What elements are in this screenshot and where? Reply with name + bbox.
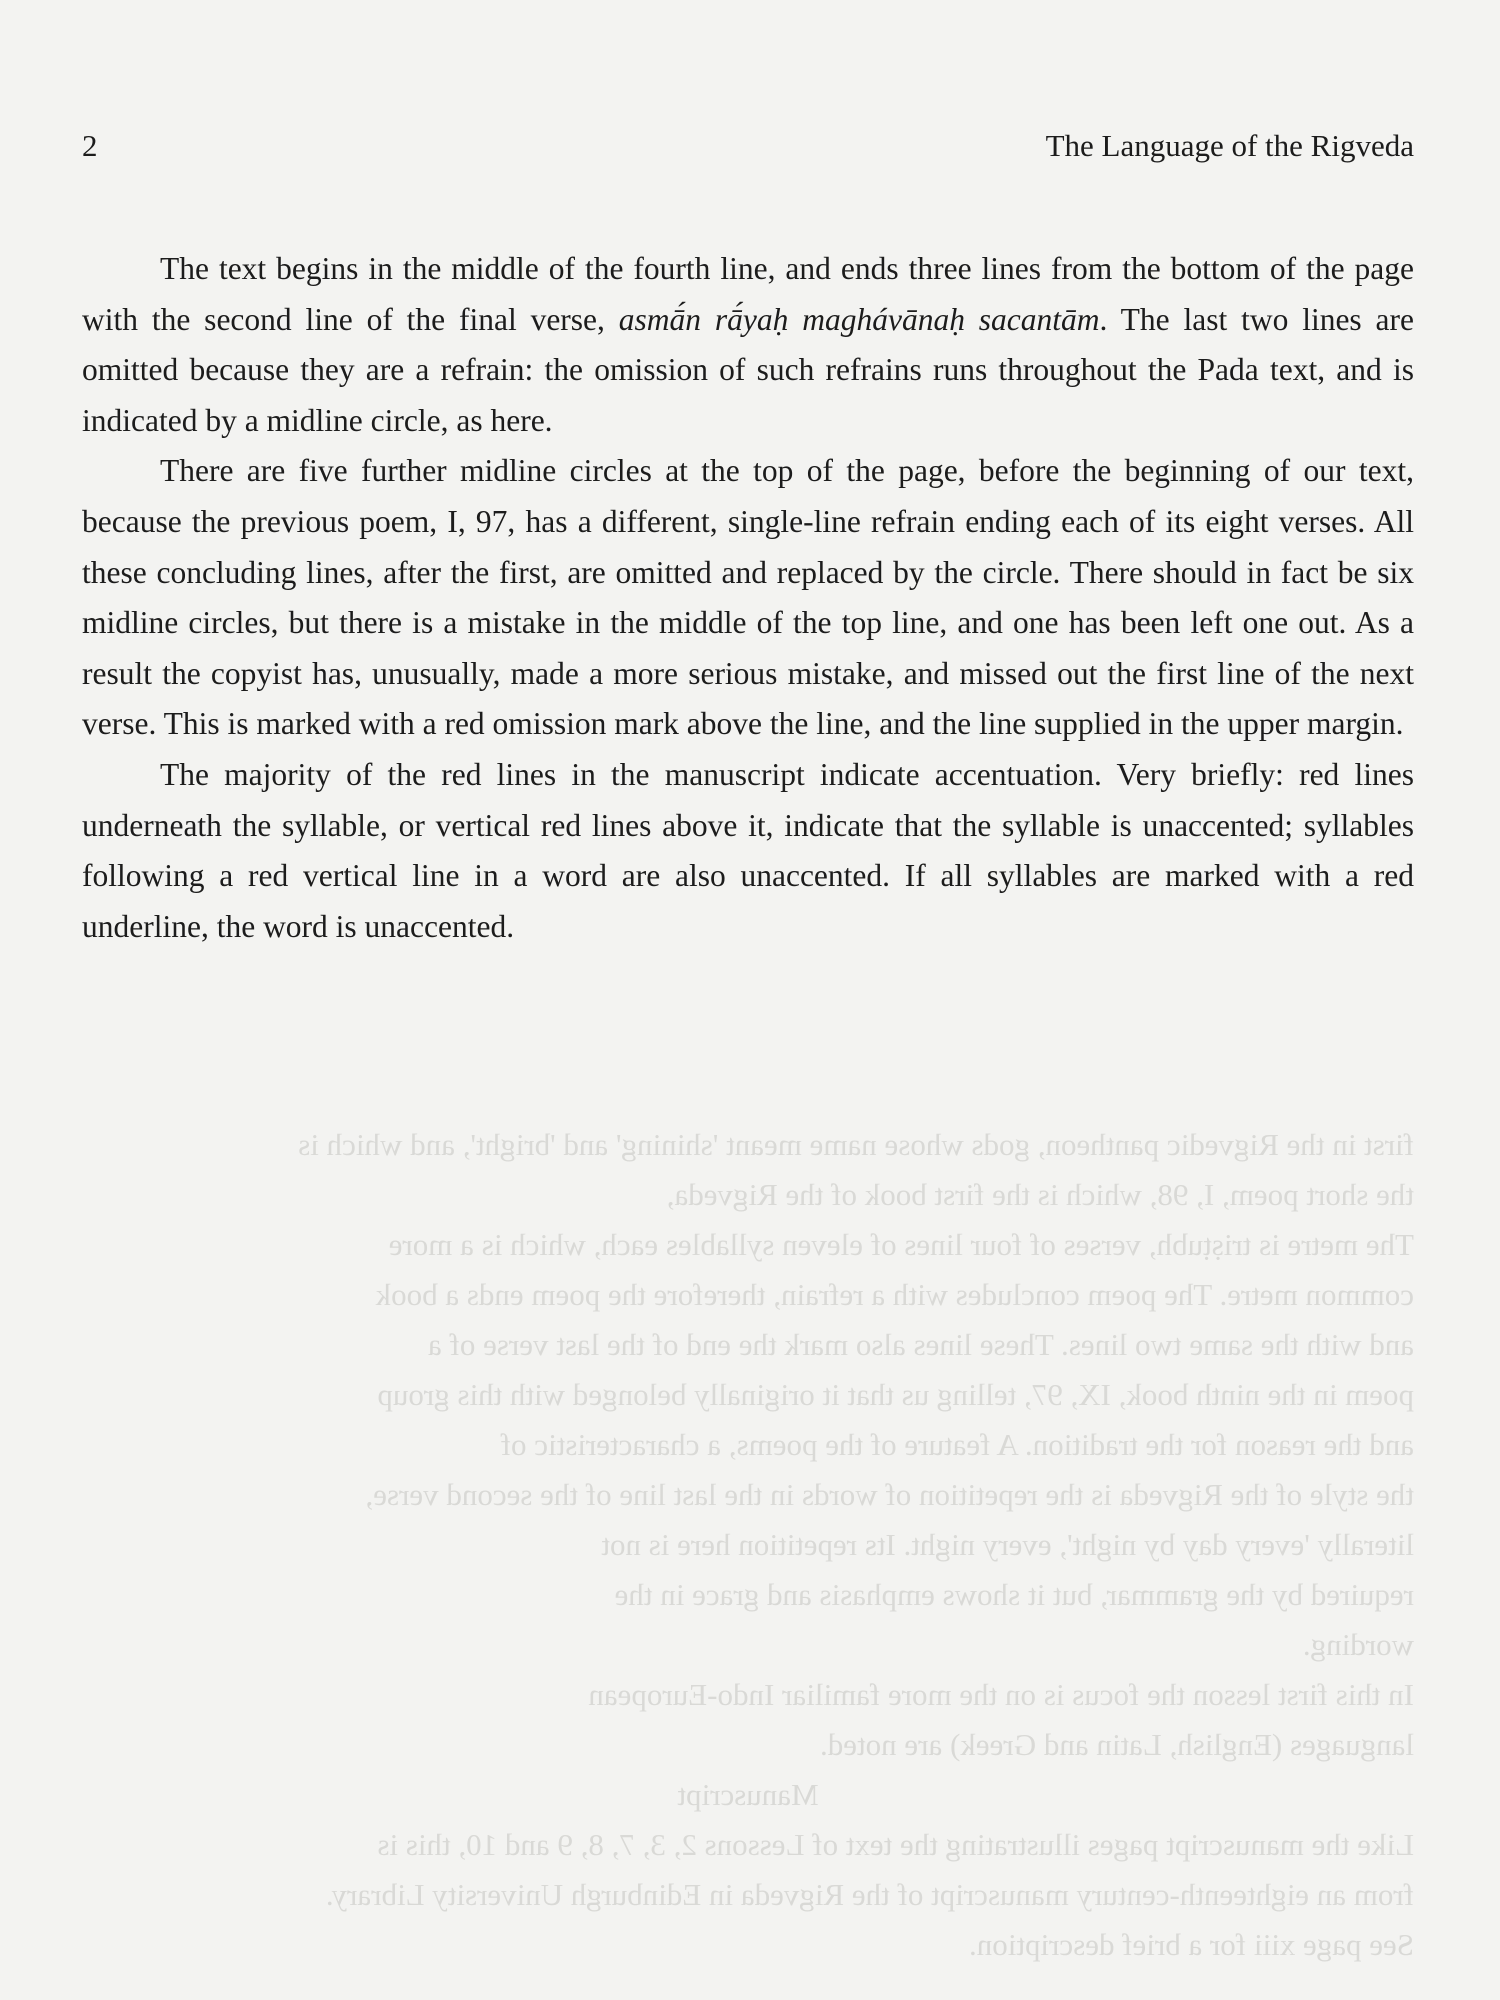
ghost-heading: Manuscript xyxy=(677,1777,819,1812)
paragraph-text: . The last two lines are omitted because they are a refrain: the omission of such refrains runs throughout the Pada text, and is indicated by a midline circle, as here. xyxy=(82,301,1414,438)
ghost-line: first in the Rigvedic pantheon, gods whose name meant 'shining' and 'bright', and which is xyxy=(298,1127,1414,1162)
ghost-line: the short poem, I, 98, which is the first book of the Rigveda, xyxy=(666,1177,1414,1212)
ghost-line: poem in the ninth book, IX, 97, telling us that it originally belonged with this group xyxy=(377,1377,1414,1412)
running-head-title: The Language of the Rigveda xyxy=(1045,128,1414,163)
paragraph-text: The text begins in the middle of the fourth line, and ends three lines from the bottom of the page with the second line of the final verse, xyxy=(82,251,1414,337)
ghost-line: and with the same two lines. These lines also mark the end of the last verse of a xyxy=(428,1327,1414,1362)
sanskrit-quote: asmā́n rā́yaḥ maghávānaḥ sacantām xyxy=(618,301,1100,337)
ghost-line: from an eighteenth-century manuscript of the Rigveda in Edinburgh University Library. xyxy=(325,1877,1414,1912)
ghost-line: literally 'every day by night', every night. Its repetition here is not xyxy=(601,1527,1414,1562)
paragraph-2: There are five further midline circles at the top of the page, before the beginning of our text, because the previous poem, I, 97, has a different, single-line refrain ending each of its eight verses. All these concluding lines, after the first, are omitted and replaced by the circle. There should in fact be six midline circles, but there is a mistake in the middle of the top line, and one has been left one out. As a result the copyist has, unusually, made a more serious mistake, and missed out the first line of the next verse. This is marked with a red omission mark above the line, and the line supplied in the upper margin. xyxy=(82,453,1414,742)
ghost-line: common metre. The poem concludes with a refrain, therefore the poem ends a book xyxy=(375,1277,1414,1312)
bleed-through-text xyxy=(82,1120,1414,1970)
paragraph-3: The majority of the red lines in the manuscript indicate accentuation. Very briefly: red lines underneath the syllable, or vertical red lines above it, indicate that the syllable is unaccented; syllables following a red vertical line in a word are also unaccented. If all syllables are marked with a red underline, the word is unaccented. xyxy=(82,756,1414,944)
ghost-line: See page xiii for a brief description. xyxy=(968,1927,1414,1962)
ghost-line: In this first lesson the focus is on the more familiar Indo-European xyxy=(588,1677,1414,1712)
ghost-line: and the reason for the tradition. A feature of the poems, a characteristic of xyxy=(500,1427,1414,1462)
ghost-line: wording. xyxy=(1302,1627,1414,1662)
ghost-line: the style of the Rigveda is the repetition of words in the last line of the second verse, xyxy=(365,1477,1414,1512)
ghost-line: Like the manuscript pages illustrating the text of Lessons 2, 3, 7, 8, 9 and 10, this is xyxy=(377,1827,1414,1862)
body-text xyxy=(82,244,1414,952)
ghost-line: required by the grammar, but it shows emphasis and grace in the xyxy=(614,1577,1414,1612)
ghost-line: languages (English, Latin and Greek) are noted. xyxy=(820,1727,1414,1762)
paragraph-1 xyxy=(82,244,1414,446)
page-number: 2 xyxy=(82,128,98,163)
ghost-line: The metre is triṣṭubh, verses of four lines of eleven syllables each, which is a more xyxy=(388,1227,1414,1262)
